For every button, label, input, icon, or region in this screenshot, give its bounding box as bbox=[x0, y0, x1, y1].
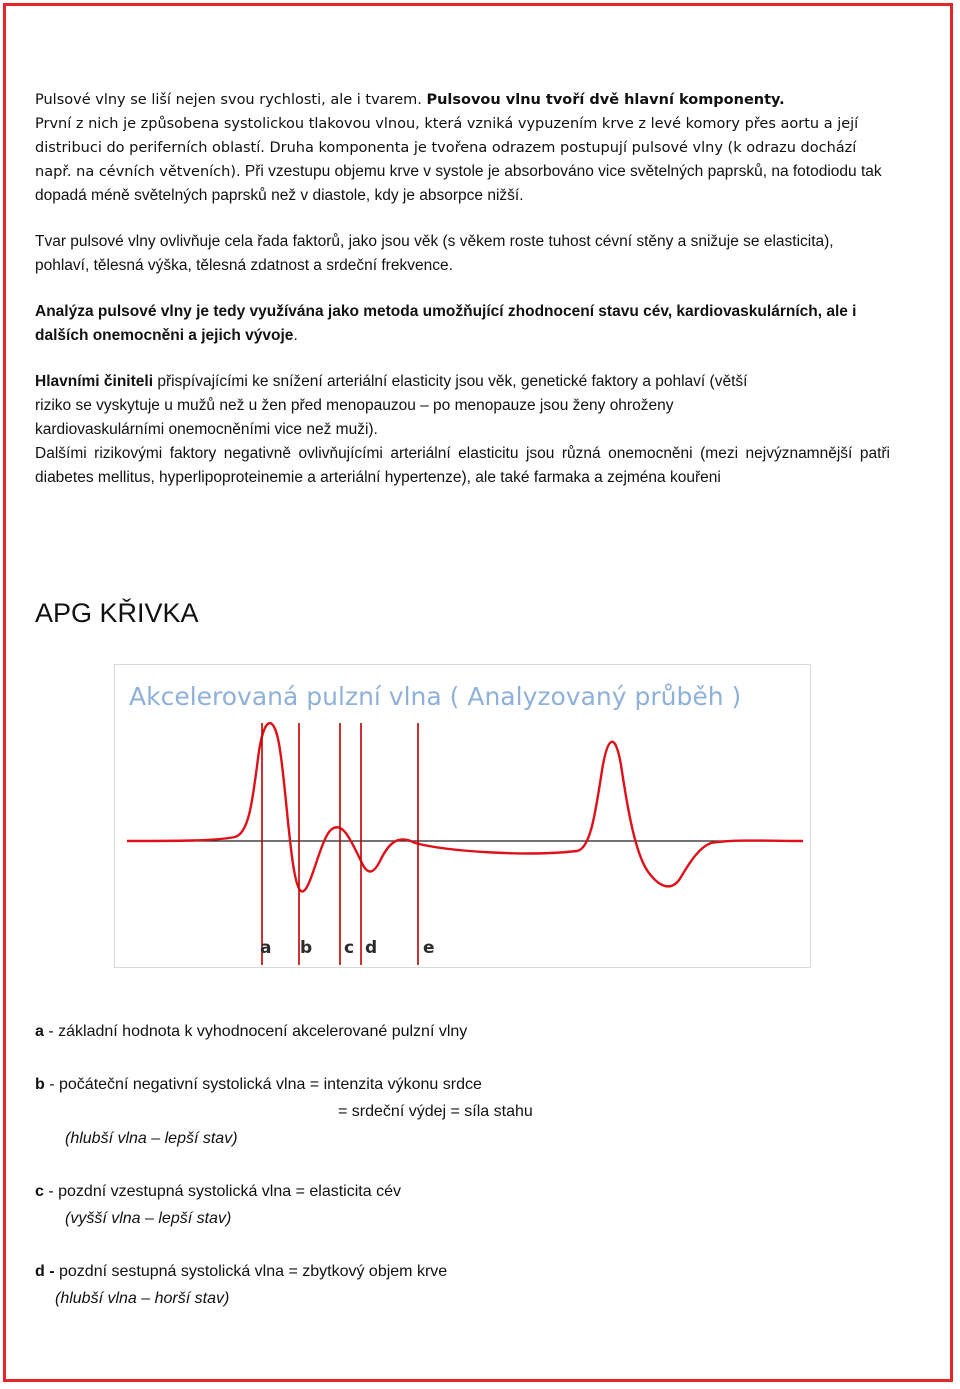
apg-curve bbox=[127, 723, 803, 891]
paragraph-other-risk: Dalšími rizikovými faktory negativně ovlivňujícími arteriální elasticitu jsou různá onemocněni (mezi nejvýznamnější patři diabetes mellitus, hyperlipoproteinemie a arteriální hypertenze), ale také farmaka a zejména kouřeni bbox=[35, 445, 890, 486]
figure-title: Akcelerovaná pulzní vlna ( Analyzovaný průběh ) bbox=[129, 682, 742, 711]
body-text bbox=[35, 88, 890, 490]
legend-key-c: c bbox=[35, 1183, 44, 1200]
intro-text: Pulsové vlny se liší nejen svou rychlosti, ale i tvarem. bbox=[35, 92, 427, 108]
section-title: APG KŘIVKA bbox=[35, 598, 199, 628]
factors-line-2: pohlaví, tělesná výška, tělesná zdatnost a srdeční frekvence. bbox=[35, 257, 453, 274]
legend-item-d bbox=[35, 1258, 890, 1285]
analysis-end: . bbox=[293, 327, 298, 344]
analysis-bold: Analýza pulsové vlny je tedy využívána jako metoda umožňující zhodnocení stavu cév, kardiovaskulárních, ale i dalších onemocněni a jejich vývoje bbox=[35, 303, 857, 344]
legend bbox=[35, 1018, 890, 1312]
risk-line-2: riziko se vyskytuje u mužů než u žen před menopauzou – po menopauze jsou ženy ohroženy bbox=[35, 397, 674, 414]
legend-c-note: (vyšší vlna – lepší stav) bbox=[65, 1210, 232, 1227]
intro-components: První z nich je způsobena systolickou tlakovou vlnou, která vzniká vypuzením krve z levé komory přes aortu a její distribuci do periferních oblastí. Druha komponenta je tvořena odrazem postupují pulsové vlny (k odrazu dochází např. na cévních větveních). bbox=[35, 116, 859, 180]
legend-d-note: (hlubší vlna – horší stav) bbox=[55, 1290, 230, 1307]
legend-text-d: pozdní sestupná systolická vlna = zbytkový objem krve bbox=[54, 1263, 448, 1280]
legend-b-continuation: = srdeční výdej = síla stahu bbox=[338, 1103, 533, 1120]
marker-label-a: a bbox=[260, 938, 272, 958]
legend-item-c bbox=[35, 1178, 890, 1205]
legend-item-a bbox=[35, 1018, 890, 1045]
apg-figure bbox=[114, 664, 811, 968]
paragraph-intro bbox=[35, 88, 890, 208]
legend-key-a: a bbox=[35, 1023, 44, 1040]
legend-text-b: - počáteční negativní systolická vlna = intenzita výkonu srdce bbox=[44, 1076, 482, 1093]
paragraph-risk bbox=[35, 370, 890, 442]
marker-label-c: c bbox=[344, 938, 355, 958]
legend-text-a: - základní hodnota k vyhodnocení akcelerované pulzní vlny bbox=[43, 1023, 468, 1040]
marker-lines bbox=[262, 723, 418, 965]
apg-chart bbox=[115, 665, 810, 967]
marker-label-d: d bbox=[365, 938, 378, 958]
risk-line-3: kardiovaskulárními onemocněními vice než muži). bbox=[35, 421, 378, 438]
intro-absorption: Při vzestupu objemu krve v systole je absorbováno vice světelných paprsků, na fotodiodu tak dopadá méně světelných paprsků než v diastole, kdy je absorpce nižší. bbox=[35, 163, 882, 204]
legend-item-b bbox=[35, 1071, 890, 1098]
factors-line-1: Tvar pulsové vlny ovlivňuje cela řada faktorů, jako jsou věk (s věkem roste tuhost cévní stěny a snižuje se elasticita), bbox=[35, 233, 834, 250]
intro-bold: Pulsovou vlnu tvoří dvě hlavní komponenty. bbox=[426, 92, 785, 108]
paragraph-factors bbox=[35, 230, 890, 278]
paragraph-analysis bbox=[35, 300, 890, 348]
legend-text-c: - pozdní vzestupná systolická vlna = elasticita cév bbox=[43, 1183, 401, 1200]
risk-bold: Hlavními činiteli bbox=[35, 373, 154, 390]
risk-line-1: přispívajícími ke snížení arteriální elasticity jsou věk, genetické faktory a pohlaví (větší bbox=[153, 373, 748, 390]
legend-b-note: (hlubší vlna – lepší stav) bbox=[65, 1130, 238, 1147]
marker-label-e: e bbox=[423, 938, 435, 958]
marker-label-b: b bbox=[300, 938, 313, 958]
legend-key-b: b bbox=[35, 1076, 45, 1093]
legend-key-d: d - bbox=[35, 1263, 55, 1280]
